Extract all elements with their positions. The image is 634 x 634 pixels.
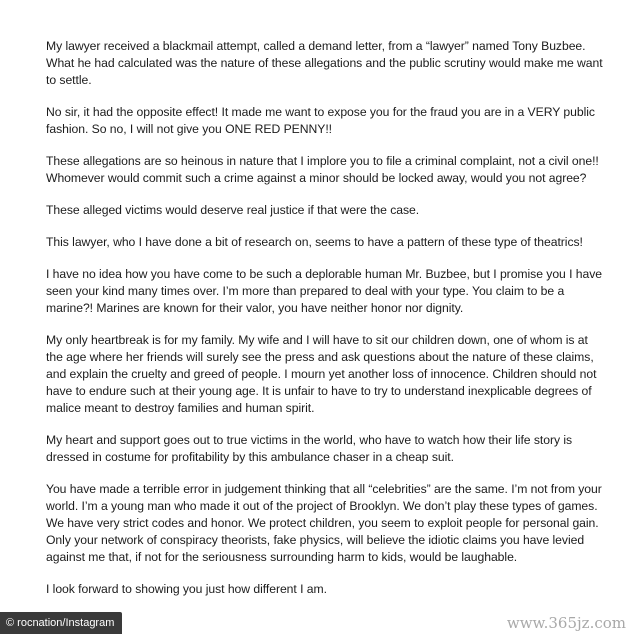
site-watermark: www.365jz.com [506,614,626,632]
letter-paragraph: This lawyer, who I have done a bit of research on, seems to have a pattern of these type of theatrics! [46,235,583,249]
photo-credit: © rocnation/Instagram [0,612,122,634]
letter-paragraph: I look forward to showing you just how different I am. [46,582,327,596]
letter-paragraph: No sir, it had the opposite effect! It made me want to expose you for the fraud you are in a VERY public fashion. So no, I will not give you ONE RED PENNY!! [46,105,595,136]
letter-paragraph: My only heartbreak is for my family. My wife and I will have to sit our children down, one of whom is at the age where her friends will surely see the press and ask questions about the nature of these claims, and explain the cruelty and greed of people. I mourn yet another loss of innocence. Children should not have to endure such at their young age. It is unfair to have to try to understand inexplicable degrees of malice meant to destroy families and human spirit. [46,333,597,415]
letter-paragraph: These allegations are so heinous in nature that I implore you to file a criminal complaint, not a civil one!! Whomever would commit such a crime against a minor should be locked away, would you not agree? [46,154,599,185]
letter-paragraph: You have made a terrible error in judgement thinking that all “celebrities” are the same. I’m not from your world. I’m a young man who made it out of the project of Brooklyn. We don’t play these types of games. We have very strict codes and honor. We protect children, you seem to exploit people for personal gain. Only your network of conspiracy theorists, fake physics, will believe the idiotic claims you have levied against me that, if not for the seriousness surrounding harm to kids, would be laughable. [46,482,602,564]
letter-body [46,38,606,613]
letter-paragraph: I have no idea how you have come to be such a deplorable human Mr. Buzbee, but I promise you I have seen your kind many times over. I’m more than prepared to deal with your type. You claim to be a marine?! Marines are known for their valor, you have neither honor nor dignity. [46,267,603,315]
letter-paragraph: My lawyer received a blackmail attempt, called a demand letter, from a “lawyer” named Tony Buzbee. What he had calculated was the nature of these allegations and the public scrutiny would make me want to settle. [46,39,603,87]
letter-paragraph: These alleged victims would deserve real justice if that were the case. [46,203,420,217]
letter-paragraph: My heart and support goes out to true victims in the world, who have to watch how their life story is dressed in costume for profitability by this ambulance chaser in a cheap suit. [46,433,573,464]
